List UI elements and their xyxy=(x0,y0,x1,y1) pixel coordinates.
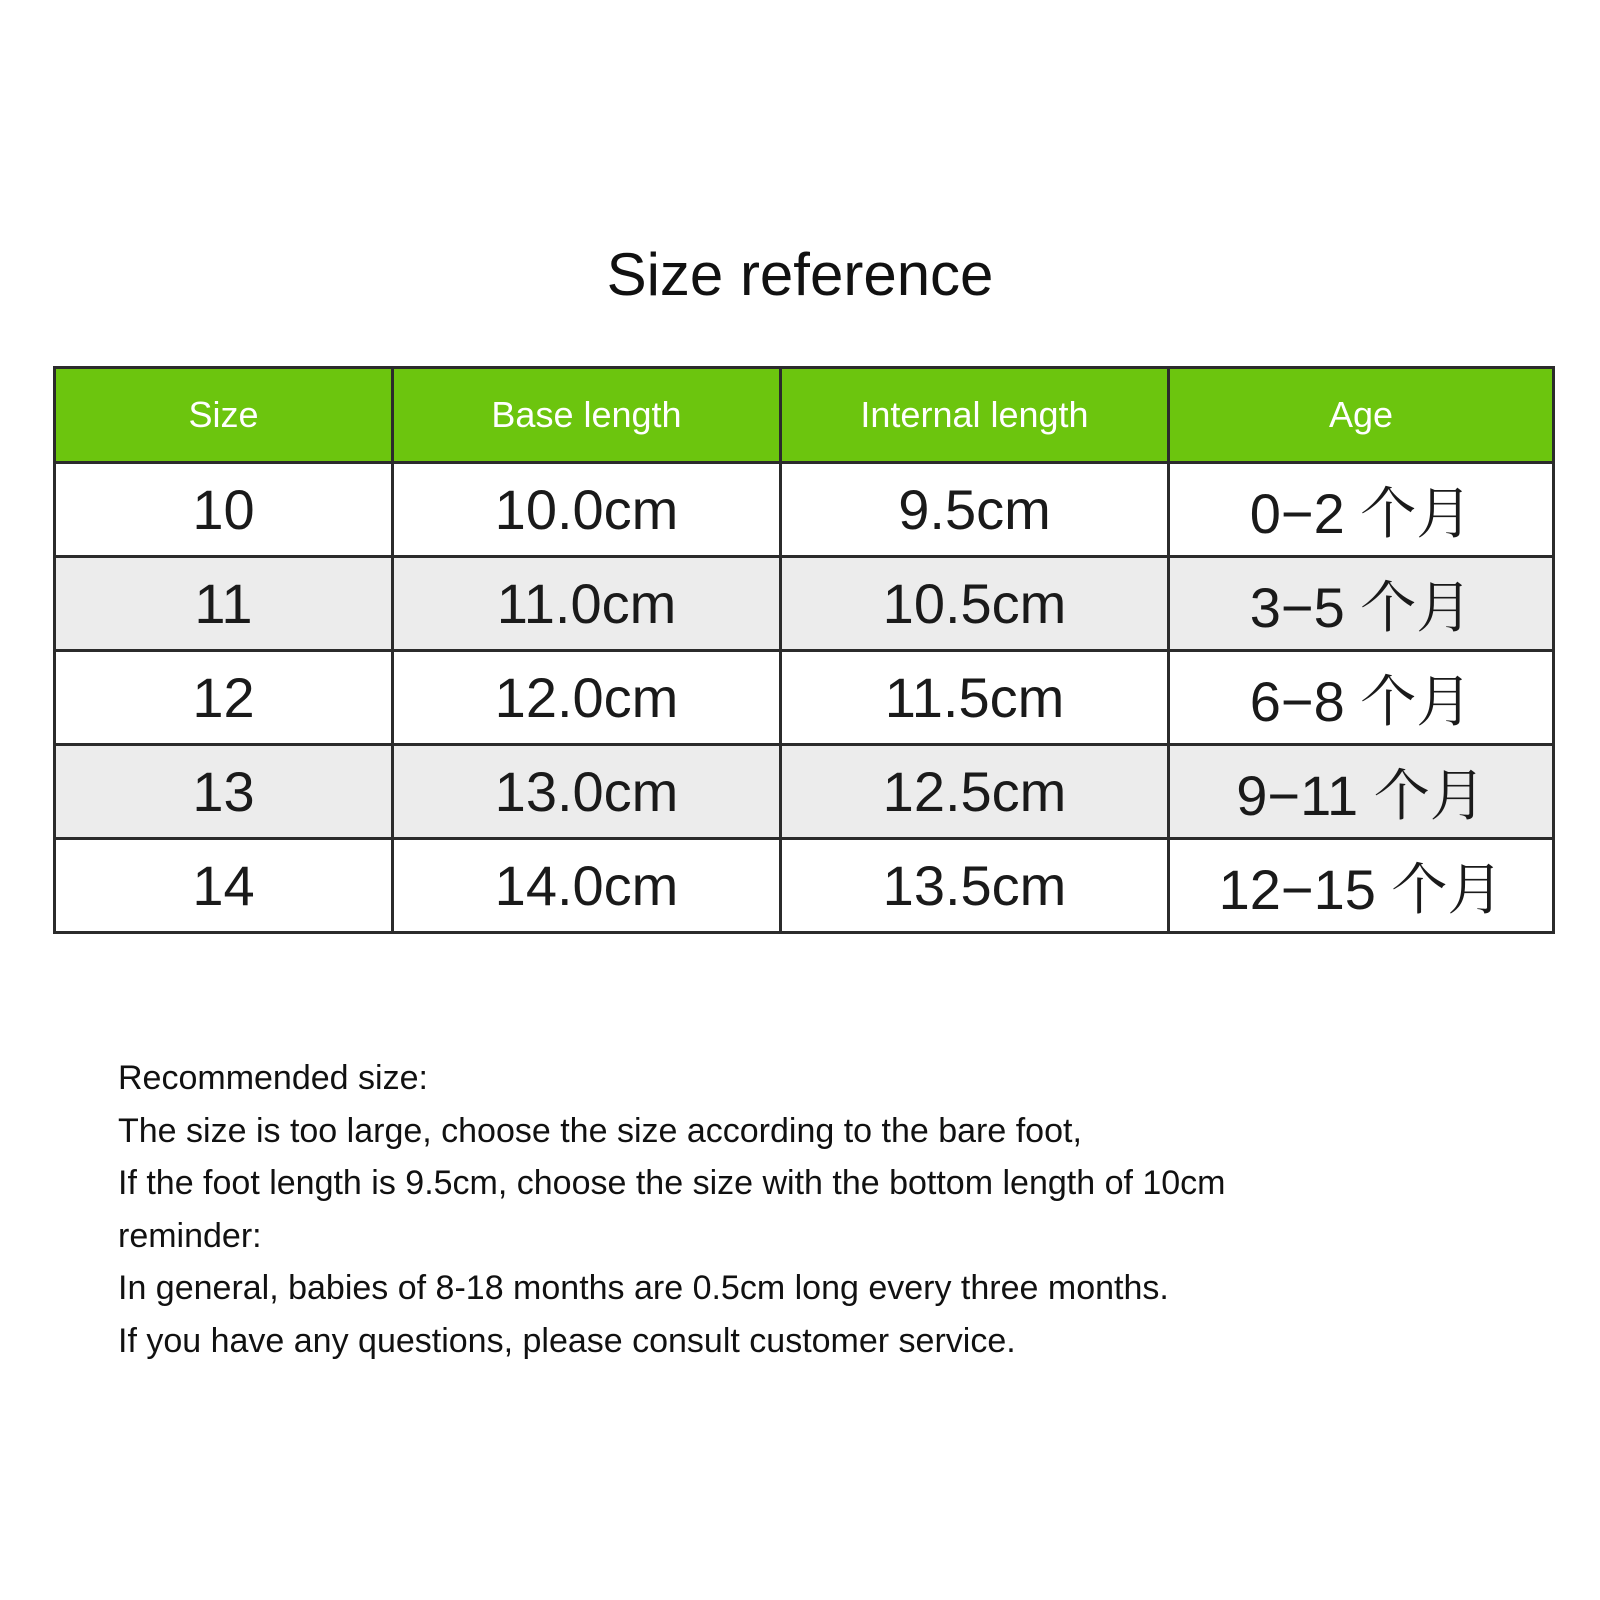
reminder-heading: reminder: xyxy=(118,1216,262,1255)
notes-line: In general, babies of 8-18 months are 0.5cm long every three months. xyxy=(118,1269,1169,1307)
cell-internal-length: 11.5cm xyxy=(781,651,1169,745)
table-row xyxy=(55,839,1554,933)
header-base-length: Base length xyxy=(393,368,781,463)
table-row xyxy=(55,651,1554,745)
table-row xyxy=(55,557,1554,651)
cell-base-length: 14.0cm xyxy=(393,839,781,933)
table-header-row xyxy=(55,368,1554,463)
cell-size: 10 xyxy=(55,463,393,557)
cell-size: 14 xyxy=(55,839,393,933)
header-age: Age xyxy=(1169,368,1554,463)
cell-age: 12−15 个月 xyxy=(1169,839,1554,933)
cell-size: 12 xyxy=(55,651,393,745)
notes-line: If you have any questions, please consult customer service. xyxy=(118,1321,1016,1360)
cell-internal-length: 13.5cm xyxy=(781,839,1169,933)
cell-age: 0−2 个月 xyxy=(1169,463,1554,557)
size-reference-table xyxy=(53,366,1555,934)
header-size: Size xyxy=(55,368,393,463)
table-row xyxy=(55,745,1554,839)
page-title: Size reference xyxy=(606,241,994,308)
notes-heading: Recommended size: xyxy=(118,1059,428,1097)
cell-base-length: 12.0cm xyxy=(393,651,781,745)
header-internal-length: Internal length xyxy=(781,368,1169,463)
cell-base-length: 11.0cm xyxy=(393,557,781,651)
cell-age: 9−11 个月 xyxy=(1169,745,1554,839)
cell-internal-length: 10.5cm xyxy=(781,557,1169,651)
table-row xyxy=(55,463,1554,557)
notes-line: If the foot length is 9.5cm, choose the size with the bottom length of 10cm xyxy=(118,1164,1226,1202)
cell-age: 6−8 个月 xyxy=(1169,651,1554,745)
recommendation-notes xyxy=(118,1052,1558,1367)
cell-base-length: 10.0cm xyxy=(393,463,781,557)
cell-base-length: 13.0cm xyxy=(393,745,781,839)
cell-size: 11 xyxy=(55,557,393,651)
notes-line: The size is too large, choose the size according to the bare foot, xyxy=(118,1111,1082,1150)
cell-internal-length: 12.5cm xyxy=(781,745,1169,839)
cell-age: 3−5 个月 xyxy=(1169,557,1554,651)
cell-size: 13 xyxy=(55,745,393,839)
cell-internal-length: 9.5cm xyxy=(781,463,1169,557)
